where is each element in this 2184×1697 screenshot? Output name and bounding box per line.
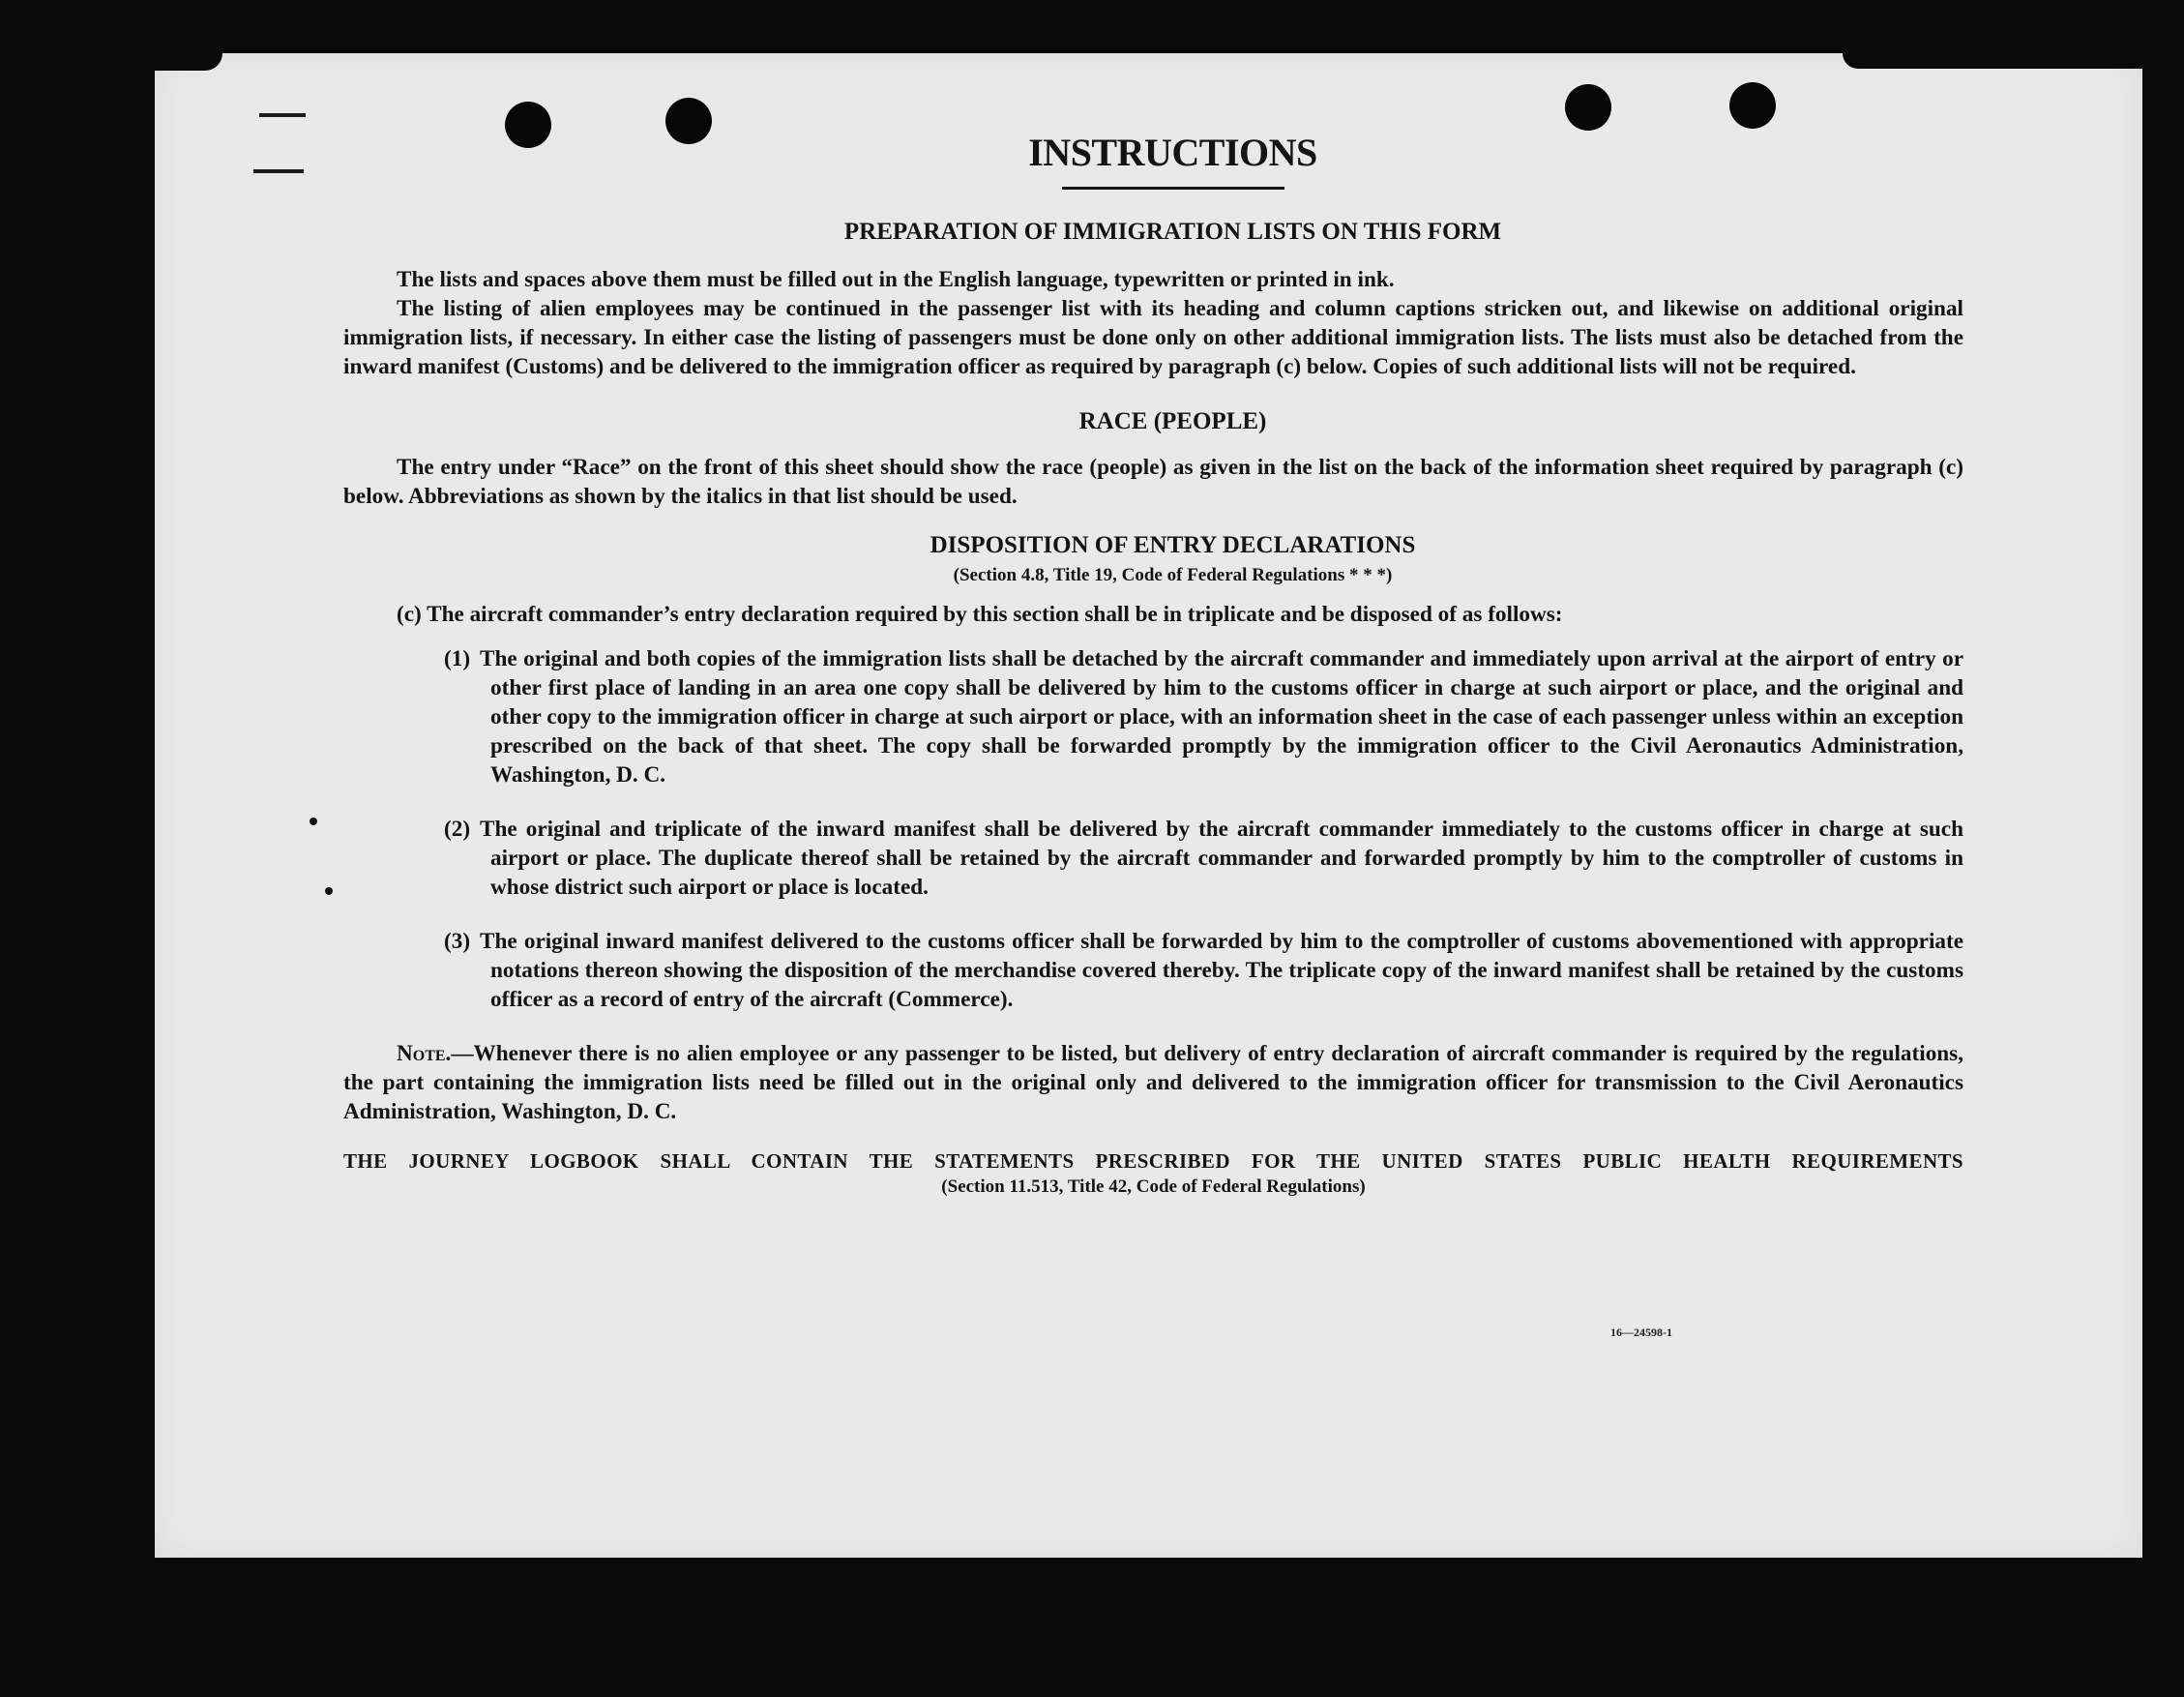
margin-mark-2: [253, 169, 304, 173]
title-underline: [1062, 187, 1284, 190]
health-requirements-statement: THE JOURNEY LOGBOOK SHALL CONTAIN THE STATEMENTS PRESCRIBED FOR THE UNITED STATES PUBLIC HEALTH REQUIREMENTS: [343, 1149, 1963, 1173]
document-body: [343, 131, 1963, 1198]
punch-hole-3: [1565, 84, 1611, 131]
item-number: (3): [444, 929, 471, 954]
item-number: (1): [444, 646, 471, 671]
page-title: INSTRUCTIONS: [1028, 131, 1317, 174]
margin-mark-1: [259, 113, 306, 117]
heading-preparation: PREPARATION OF IMMIGRATION LISTS ON THIS FORM: [843, 219, 1502, 245]
paragraph-c: (c) The aircraft commander’s entry declaration required by this section shall be in triplicate and be disposed of as follows:: [397, 602, 1563, 627]
item-number: (2): [444, 817, 471, 842]
preparation-paragraph-2: The listing of alien employees may be continued in the passenger list with its heading and column captions stricken out, and likewise on additional original immigration lists, if necessary. In either case the listing of passengers must be done only on other additional immigration lists. The lists must also be detached from the inward manifest (Customs) and be delivered to the immigration officer as required by paragraph (c) below. Copies of such additional lists will not be required.: [343, 296, 1963, 379]
item-text: The original and triplicate of the inward manifest shall be delivered by the aircraft commander immediately to the customs officer in charge at such airport or place. The duplicate thereof shall be retained by the aircraft commander and forwarded promptly by him to the comptroller of customs in whose district such airport or place is located.: [480, 817, 1963, 900]
speck: [325, 887, 333, 895]
heading-race: RACE (PEOPLE): [1078, 408, 1267, 434]
item-text: The original and both copies of the immigration lists shall be detached by the aircraft commander and immediately upon arrival at the airport of entry or other first place of landing in an area one copy shall be delivered by him to the customs officer in charge at such airport or place, and the original and other copy to the immigration officer in charge at such airport or place, with an information sheet in the case of each passenger unless within an exception prescribed on the back of that sheet. The copy shall be forwarded promptly by the immigration officer to the Civil Aeronautics Administration, Washington, D. C.: [480, 646, 1963, 788]
speck: [310, 818, 317, 825]
item-text: The original inward manifest delivered to the customs officer shall be forwarded by him to the comptroller of customs abovementioned with appropriate notations thereon showing the disposition of the merchandise covered thereby. The triplicate copy of the inward manifest shall be retained by the customs officer as a record of entry of the aircraft (Commerce).: [480, 929, 1963, 1012]
note-text: —Whenever there is no alien employee or any passenger to be listed, but delivery of entry declaration of aircraft commander is required by the regulations, the part containing the immigration lists need be filled out in the original only and delivered to the immigration officer for transmission to the Civil Aeronautics Administration, Washington, D. C.: [343, 1041, 1963, 1124]
torn-edge-left: [155, 53, 222, 71]
torn-edge-right: [1843, 53, 2142, 69]
note-lead: Note.: [397, 1041, 452, 1066]
list-item: [343, 815, 1963, 902]
punch-hole-4: [1729, 82, 1776, 129]
race-paragraph: The entry under “Race” on the front of this sheet should show the race (people) as given in the list on the back of the information sheet required by paragraph (c) below. Abbreviations as shown by the italics in that list should be used.: [343, 455, 1963, 509]
form-number: 16—24598-1: [1610, 1325, 1672, 1339]
preparation-paragraph-1: The lists and spaces above them must be filled out in the English language, typewritten or printed in ink.: [397, 267, 1395, 292]
disposition-citation: (Section 4.8, Title 19, Code of Federal Regulations * * *): [953, 565, 1393, 585]
heading-disposition: DISPOSITION OF ENTRY DECLARATIONS: [930, 532, 1416, 558]
health-citation: (Section 11.513, Title 42, Code of Federal Regulations): [941, 1176, 1366, 1197]
list-item: [343, 644, 1963, 789]
note-paragraph: [343, 1039, 1963, 1126]
list-item: [343, 927, 1963, 1014]
